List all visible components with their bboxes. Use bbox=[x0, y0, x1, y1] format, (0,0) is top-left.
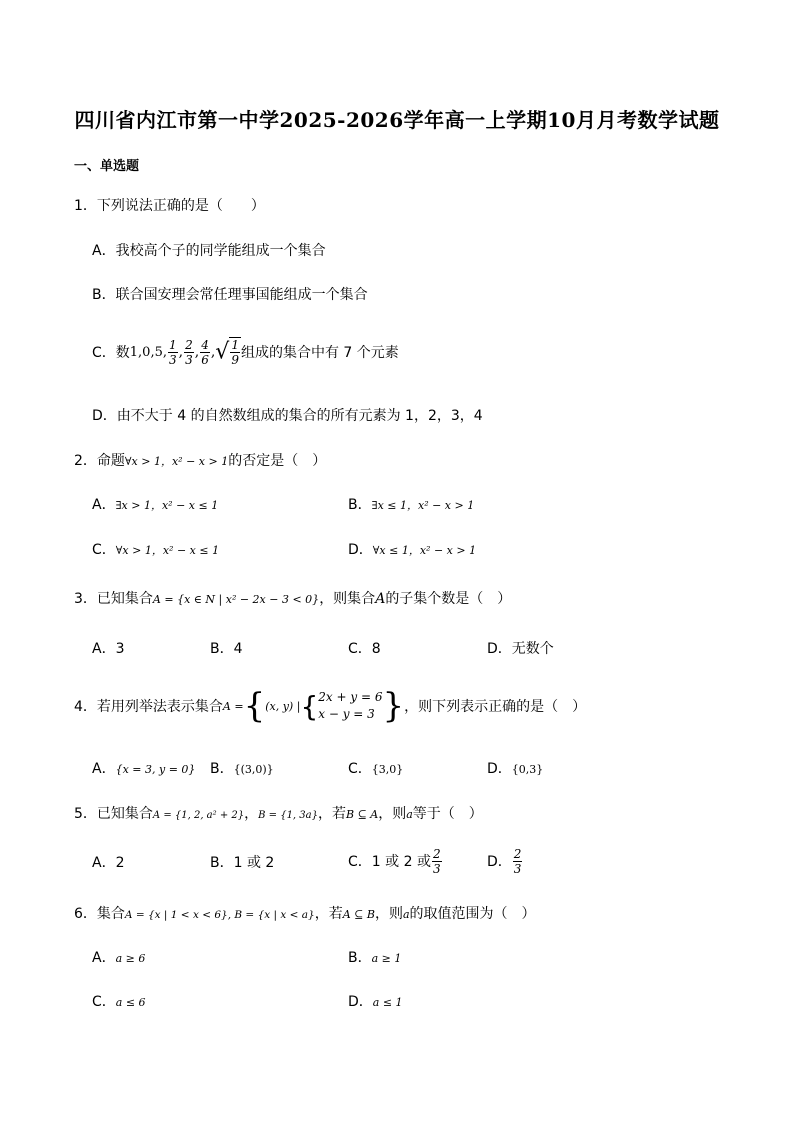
q2-option-a: A．∃x > 1，x² − x ≤ 1 bbox=[92, 497, 219, 513]
q1-c-sqrt: √ $\frac{1}{9}$ bbox=[215, 338, 239, 367]
q2-option-d: D．∀x ≤ 1，x² − x > 1 bbox=[348, 542, 477, 558]
q2-c-math: ∀x > 1，x² − x ≤ 1 bbox=[115, 544, 220, 557]
q1-c-frac3 bbox=[200, 338, 210, 367]
q6-stem-post: 的取值范围为（ ） bbox=[409, 906, 536, 922]
q6-var: a bbox=[402, 908, 410, 921]
section-heading: 一、单选题 bbox=[74, 159, 140, 174]
q5-stem: 5．已知集合A = {1, 2, a² + 2}，B = {1, 3a}，若B ⊆ A，则a等于（ ） bbox=[74, 806, 483, 822]
q1-c-frac1-den: 3 bbox=[169, 352, 177, 367]
q4-stem-pre: 4．若用列举法表示集合 bbox=[74, 699, 223, 715]
q1-c-frac2 bbox=[184, 338, 194, 367]
q3-stem-a: A bbox=[375, 591, 386, 607]
q2-stem bbox=[74, 450, 326, 470]
q1-option-a: A．我校高个子的同学能组成一个集合 bbox=[92, 243, 326, 259]
q5-option-a: A．2 bbox=[92, 855, 125, 871]
q6-sets: A = {x | 1 < x < 6}, B = {x | x < a} bbox=[124, 909, 315, 921]
q1-c-suffix: 组成的集合中有 7 个元素 bbox=[240, 345, 399, 361]
q3-option-c: C．8 bbox=[348, 641, 381, 657]
q4-eq1: 2x + y = 6 bbox=[318, 690, 383, 704]
q1-c-frac1 bbox=[168, 338, 178, 367]
q1-c-frac2-den: 3 bbox=[185, 352, 193, 367]
q3-option-b: B．4 bbox=[210, 641, 243, 657]
q1-option-c: C．数 1,0,5, $\frac{1}{3}$ , $\frac{2}{3}$ , $\frac{4}{6}$ , √ $\frac{1}{9}$ 组成的集合中有 7 个元素 bbox=[92, 337, 399, 367]
q4-stem-post: ，则下列表示正确的是（ ） bbox=[404, 699, 587, 715]
q1-option-d: D．由不大于 4 的自然数组成的集合的所有元素为 1，2，3，4 bbox=[92, 408, 483, 424]
q6-option-b: B．a ≥ 1 bbox=[348, 950, 402, 966]
q3-stem-pre: 3．已知集合 bbox=[74, 591, 153, 607]
q1-option-b: B．联合国安理会常任理事国能组成一个集合 bbox=[92, 287, 368, 303]
q2-stem-math: ∀x > 1，x² − x > 1 bbox=[124, 455, 229, 468]
q6-c-math: a ≤ 6 bbox=[115, 996, 146, 1009]
q3-stem-math: A = {x ∈ N | x² − 2x − 3 < 0} bbox=[152, 593, 320, 606]
q2-b-math: ∃x ≤ 1，x² − x > 1 bbox=[371, 499, 475, 512]
q4-option-b: B．{(3,0)} bbox=[210, 761, 274, 777]
q2-option-c: C．∀x > 1，x² − x ≤ 1 bbox=[92, 542, 220, 558]
q6-option-c: C．a ≤ 6 bbox=[92, 994, 146, 1010]
q4-system-brace: { bbox=[300, 689, 319, 723]
q2-d-math: ∀x ≤ 1，x² − x > 1 bbox=[372, 544, 477, 557]
q3-stem-post: 的子集个数是（ ） bbox=[385, 591, 512, 607]
q1-c-frac1-num: 1 bbox=[169, 337, 177, 352]
q1-stem: 1．下列说法正确的是（ ） bbox=[74, 198, 265, 214]
q6-option-a: A．a ≥ 6 bbox=[92, 950, 146, 966]
q6-a-math: a ≥ 6 bbox=[115, 952, 146, 965]
q3-stem bbox=[74, 588, 511, 608]
q6-option-d: D．a ≤ 1 bbox=[348, 994, 403, 1010]
q5-stem-pre: 5．已知集合 bbox=[74, 806, 153, 822]
q1-c-nums: 1,0,5, bbox=[129, 344, 167, 360]
q4-option-d: D．{0,3} bbox=[487, 761, 544, 777]
q5-relation: B ⊆ A bbox=[345, 808, 379, 821]
q1-c-prefix: C．数 bbox=[92, 345, 130, 361]
q4-left-brace: { bbox=[243, 686, 266, 726]
q6-relation: A ⊆ B bbox=[342, 908, 375, 921]
q4-a-math: {x = 3, y = 0} bbox=[115, 763, 196, 776]
page-title: 四川省内江市第一中学2025-2026学年高一上学期10月月考数学试题 bbox=[74, 108, 720, 132]
q6-stem-pre: 6．集合 bbox=[74, 906, 125, 922]
q4-stem bbox=[74, 684, 586, 728]
q5-c-frac: $\frac{2}{3}$ bbox=[432, 846, 441, 876]
q2-stem-pre: 2．命题 bbox=[74, 453, 125, 469]
q2-a-math: ∃x > 1，x² − x ≤ 1 bbox=[115, 499, 219, 512]
q4-option-c: C．{3,0} bbox=[348, 761, 404, 777]
q3-option-d: D．无数个 bbox=[487, 641, 554, 657]
q5-var: a bbox=[406, 808, 413, 821]
q4-eq2: x − y = 3 bbox=[318, 707, 375, 721]
q5-stem-post: 等于（ ） bbox=[412, 806, 483, 822]
q6-d-math: a ≤ 1 bbox=[372, 996, 403, 1009]
q1-c-sqrt-num: 1 bbox=[231, 338, 239, 352]
q6-stem: 6．集合A = {x | 1 < x < 6}, B = {x | x < a}，若A ⊆ B，则a的取值范围为（ ） bbox=[74, 906, 536, 922]
q2-option-b: B．∃x ≤ 1，x² − x > 1 bbox=[348, 497, 475, 513]
q5-option-b: B．1 或 2 bbox=[210, 855, 275, 871]
q5-d-frac: $\frac{2}{3}$ bbox=[513, 846, 522, 876]
q4-b-math: {(3,0)} bbox=[233, 763, 274, 776]
q3-stem-mid: ，则集合 bbox=[319, 591, 376, 607]
q4-d-math: {0,3} bbox=[511, 763, 544, 776]
q5-option-d: D． $\frac{2}{3}$ bbox=[487, 846, 522, 876]
q1-c-frac2-num: 2 bbox=[185, 337, 193, 352]
q1-c-sqrt-den: 9 bbox=[231, 353, 239, 367]
q4-c-math: {3,0} bbox=[371, 763, 404, 776]
q4-set-elem: (x, y) | bbox=[265, 699, 301, 713]
q2-stem-post: 的否定是（ ） bbox=[228, 453, 327, 469]
q1-c-frac3-den: 6 bbox=[201, 352, 209, 367]
q4-system bbox=[318, 689, 382, 723]
q5-set-b: B = {1, 3a} bbox=[258, 810, 318, 821]
q5-option-c: C．1 或 2 或 $\frac{2}{3}$ bbox=[348, 846, 441, 876]
q4-option-a: A．{x = 3, y = 0} bbox=[92, 761, 196, 777]
q1-c-frac3-num: 4 bbox=[201, 337, 209, 352]
q5-set-a: A = {1, 2, a² + 2} bbox=[152, 810, 245, 821]
q4-right-brace: } bbox=[382, 686, 405, 726]
q6-b-math: a ≥ 1 bbox=[371, 952, 402, 965]
q3-option-a: A．3 bbox=[92, 641, 125, 657]
q4-set-head: A = bbox=[222, 699, 244, 713]
